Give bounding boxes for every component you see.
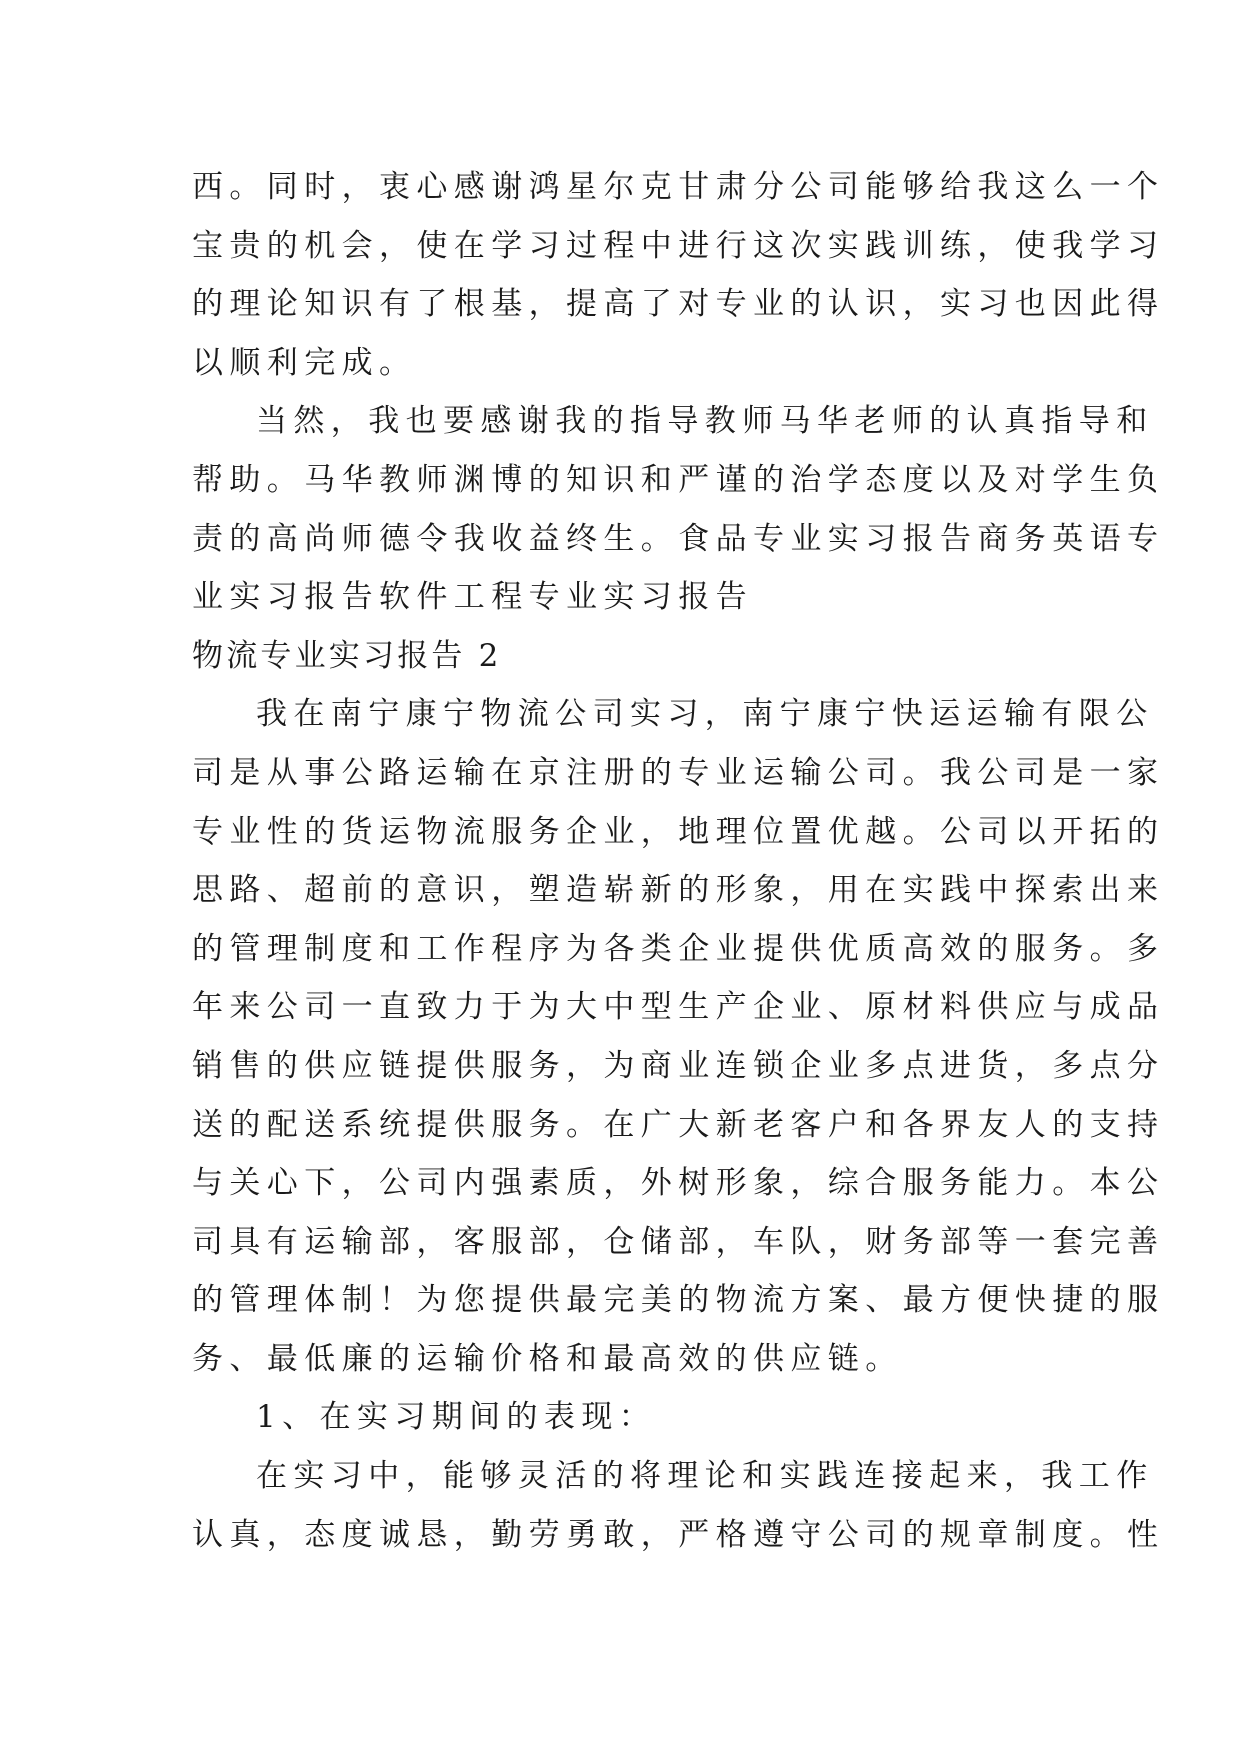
text-line: 认真，态度诚恳，勤劳勇敢，严格遵守公司的规章制度。性 — [192, 1516, 1165, 1553]
text-line: 销售的供应链提供服务，为商业连锁企业多点进货，多点分 — [192, 1047, 1165, 1084]
text-line: 与关心下，公司内强素质，外树形象，综合服务能力。本公 — [192, 1165, 1165, 1202]
list-item-heading: 1、在实习期间的表现： — [256, 1399, 657, 1436]
text-line: 思路、超前的意识，塑造崭新的形象，用在实践中探索出来 — [192, 872, 1165, 909]
text-line: 宝贵的机会，使在学习过程中进行这次实践训练，使我学习 — [192, 227, 1165, 264]
text-line: 务、最低廉的运输价格和最高效的供应链。 — [192, 1340, 903, 1377]
text-line: 的管理制度和工作程序为各类企业提供优质高效的服务。多 — [192, 930, 1165, 967]
text-line: 责的高尚师德令我收益终生。食品专业实习报告商务英语专 — [192, 520, 1165, 557]
text-line: 专业性的货运物流服务企业，地理位置优越。公司以开拓的 — [192, 813, 1165, 850]
text-line: 我在南宁康宁物流公司实习，南宁康宁快运运输有限公 — [256, 696, 1154, 733]
text-line: 业实习报告软件工程专业实习报告 — [192, 579, 753, 616]
text-line: 送的配送系统提供服务。在广大新老客户和各界友人的支持 — [192, 1106, 1165, 1143]
text-line: 以顺利完成。 — [192, 344, 417, 381]
text-line: 西。同时，衷心感谢鸿星尔克甘肃分公司能够给我这么一个 — [192, 169, 1165, 205]
document-body — [192, 158, 1165, 1564]
text-line: 年来公司一直致力于为大中型生产企业、原材料供应与成品 — [192, 989, 1165, 1026]
section-heading: 物流专业实习报告 2 — [192, 637, 502, 674]
text-line: 当然，我也要感谢我的指导教师马华老师的认真指导和 — [256, 403, 1154, 440]
text-line: 司具有运输部，客服部，仓储部，车队，财务部等一套完善 — [192, 1223, 1165, 1260]
text-line: 帮助。马华教师渊博的知识和严谨的治学态度以及对学生负 — [192, 461, 1165, 498]
text-line: 司是从事公路运输在京注册的专业运输公司。我公司是一家 — [192, 754, 1165, 791]
text-line: 的管理体制！为您提供最完美的物流方案、最方便快捷的服 — [192, 1282, 1165, 1319]
text-line: 在实习中，能够灵活的将理论和实践连接起来，我工作 — [256, 1458, 1154, 1495]
text-line: 的理论知识有了根基，提高了对专业的认识，实习也因此得 — [192, 286, 1165, 323]
